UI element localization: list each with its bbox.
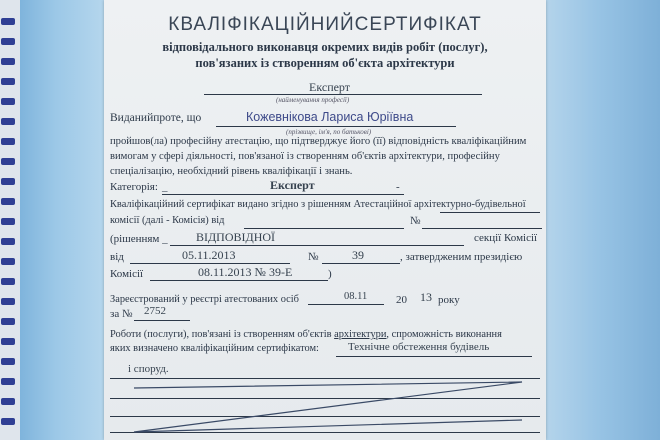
reg-no-underline (134, 320, 190, 321)
works-text-1b: архітектури (334, 329, 387, 340)
subtitle-line-1: відповідального виконавця окремих видів робіт (послуг), (162, 40, 488, 54)
category-value: Експерт (270, 178, 315, 192)
binder-ring (1, 158, 15, 165)
works-underline-1 (336, 356, 532, 357)
blue-border-right (540, 0, 660, 440)
commission-no-underline (422, 228, 542, 229)
decision-value: ВІДПОВІДНОЇ (196, 230, 276, 244)
section-label: секції Комісії (474, 232, 538, 244)
category-dash-left: _ (162, 181, 168, 193)
decision-date: 05.11.2013 (182, 248, 236, 262)
binder-spine (0, 0, 21, 440)
passed-text-1: пройшов(ла) професійну атестацію, що підтверджує його (її) відповідність кваліфікаційним (110, 136, 527, 147)
certificate-page (104, 0, 546, 440)
decision-date-underline (130, 263, 290, 264)
binder-ring (1, 358, 15, 365)
registered-text: Зареєстрований у реєстрі атестованих осіб (110, 294, 299, 305)
commission-top-underline (440, 212, 540, 213)
passed-text-3: спеціалізацію, необхідний рівень кваліфікації і знань. (110, 166, 353, 177)
decision-no-underline (322, 263, 400, 264)
binder-ring (1, 258, 15, 265)
binder-ring (1, 78, 15, 85)
person-caption: (прізвище, ім'я, по батькові) (286, 128, 372, 136)
works-text-1c: , спроможність виконання (386, 329, 502, 340)
binder-ring (1, 298, 15, 305)
name-underline (216, 126, 456, 127)
binder-ring (1, 198, 15, 205)
reg-date-underline (308, 304, 384, 305)
certificate-title: КВАЛІФІКАЦІЙНИЙСЕРТИФІКАТ (168, 14, 482, 35)
binder-ring (1, 178, 15, 185)
works-text-1a: Роботи (послуги), пов'язані із створенням об'єктів (110, 329, 332, 340)
works-text-2: яких визначено кваліфікаційним сертифікатом: (110, 343, 319, 354)
approval-value: 08.11.2013 № 39-Е (198, 265, 293, 279)
approval-end: ) (328, 268, 332, 280)
commission-date-underline (244, 228, 404, 229)
approval-underline (150, 280, 328, 281)
commission-no-label: № (410, 215, 421, 227)
strike-through-mark (104, 360, 546, 440)
subtitle-line-2: пов'язаних із створенням об'єкта архітектури (195, 56, 455, 70)
binder-ring (1, 58, 15, 65)
approved-text: , затвердженим президією (400, 251, 523, 263)
commission-text-1: Кваліфікаційний сертифікат видано згідно з рішенням Атестаційної архітектурно-будівельної (110, 199, 526, 210)
decision-underline (170, 245, 464, 246)
reg-no-label: за № (110, 308, 133, 320)
works-value-2: і споруд. (128, 363, 169, 375)
reg-year-suffix: року (438, 294, 460, 306)
binder-ring (1, 338, 15, 345)
issued-label: Виданийпроте, що (110, 112, 202, 124)
commission-label: Комісії (110, 268, 144, 280)
binder-ring (1, 218, 15, 225)
works-value-1: Технічне обстеження будівель (348, 341, 490, 353)
from-label: від (110, 251, 124, 263)
decision-no-label: № (308, 251, 319, 263)
binder-ring (1, 118, 15, 125)
strike-line (134, 382, 522, 432)
passed-text-2: вимогам у сфері діяльності, пов'язаної із створенням об'єктів архітектури, професійну (110, 151, 500, 162)
binder-ring (1, 38, 15, 45)
commission-text-2: комісії (далі - Комісія) від (110, 215, 225, 226)
category-underline (162, 194, 404, 195)
binder-ring (1, 138, 15, 145)
decision-no: 39 (352, 248, 364, 262)
binder-ring (1, 98, 15, 105)
reg-year-prefix: 20 (396, 294, 407, 306)
binder-ring (1, 18, 15, 25)
reg-year: 13 (420, 290, 432, 304)
person-name: Кожевнікова Лариса Юріївна (246, 110, 414, 124)
binder-ring (1, 238, 15, 245)
category-dash-right: - (396, 181, 400, 193)
binder-ring (1, 418, 15, 425)
binder-ring (1, 378, 15, 385)
reg-date: 08.11 (344, 291, 368, 302)
decision-label: (рішенням _ (110, 233, 168, 245)
blue-border-left (20, 0, 110, 440)
binder-ring (1, 398, 15, 405)
binder-ring (1, 318, 15, 325)
profession-value: Експерт (309, 80, 351, 94)
profession-caption: (найменування професії) (276, 96, 350, 104)
reg-no: 2752 (144, 305, 166, 317)
works-text-1 (110, 329, 502, 340)
binder-ring (1, 278, 15, 285)
category-label: Категорія: (110, 181, 158, 193)
